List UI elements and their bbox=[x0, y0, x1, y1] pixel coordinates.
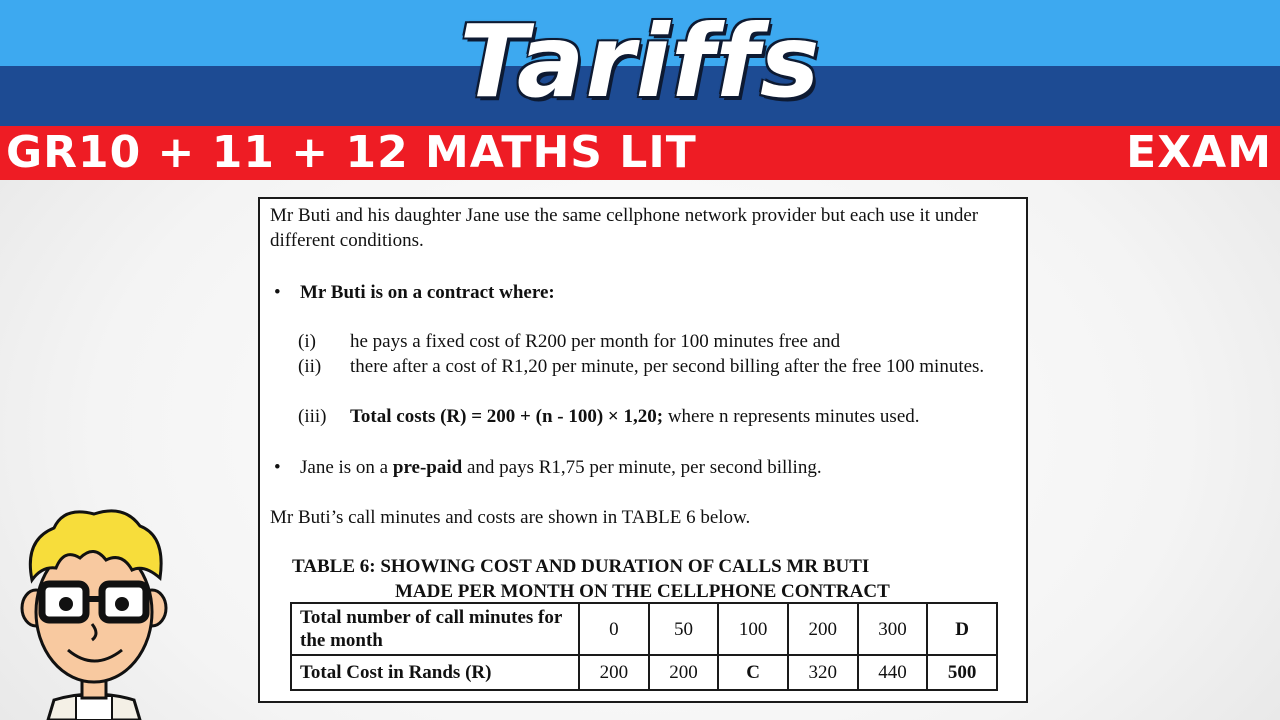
table-cell: 0 bbox=[579, 603, 649, 655]
table-6 bbox=[290, 602, 998, 691]
table-cell: 200 bbox=[788, 603, 858, 655]
table-cell-unknown-c: C bbox=[718, 655, 788, 690]
bullet-mr-buti-text: Mr Buti is on a contract where: bbox=[300, 282, 555, 303]
table-cell: 300 bbox=[858, 603, 928, 655]
item-text bbox=[350, 404, 1010, 429]
table-cell: 100 bbox=[718, 603, 788, 655]
bullet-jane-text bbox=[300, 455, 822, 480]
item-number: (i) bbox=[298, 331, 316, 352]
formula-explanation: where n represents minutes used. bbox=[663, 406, 920, 427]
table-row-label: Total Cost in Rands (R) bbox=[291, 655, 579, 690]
grade-label: GR10 + 11 + 12 MATHS LIT bbox=[6, 127, 697, 178]
table-cell: 500 bbox=[927, 655, 997, 690]
item-number: (ii) bbox=[298, 356, 322, 377]
jane-text-bold: pre-paid bbox=[392, 457, 463, 478]
table-cell: 320 bbox=[788, 655, 858, 690]
bullet-icon: • bbox=[274, 282, 281, 303]
table-cell: 50 bbox=[649, 603, 719, 655]
jane-text-pre: Jane is on a bbox=[300, 457, 393, 478]
table-cell-unknown-d: D bbox=[927, 603, 997, 655]
item-text: he pays a fixed cost of R200 per month for 100 minutes free and bbox=[350, 331, 841, 352]
exam-label: EXAM bbox=[1126, 127, 1272, 178]
table-caption-line2: MADE PER MONTH ON THE CELLPHONE CONTRACT bbox=[395, 581, 890, 602]
table-cell: 200 bbox=[579, 655, 649, 690]
item-text: there after a cost of R1,20 per minute, per second billing after the free 100 minutes. bbox=[350, 356, 985, 377]
total-cost-formula: Total costs (R) = 200 + (n - 100) × 1,20; bbox=[350, 406, 664, 427]
item-number: (iii) bbox=[298, 406, 327, 427]
jane-text-post: and pays R1,75 per minute, per second billing. bbox=[462, 457, 822, 478]
table-caption bbox=[292, 554, 972, 604]
bullet-icon: • bbox=[274, 457, 281, 478]
closing-paragraph: Mr Buti’s call minutes and costs are shown in TABLE 6 below. bbox=[270, 507, 751, 528]
table-row bbox=[291, 603, 997, 655]
page-title: Tariffs bbox=[459, 3, 821, 120]
cartoon-mascot-illustration bbox=[14, 500, 174, 720]
table-row bbox=[291, 655, 997, 690]
table-caption-line1: TABLE 6: SHOWING COST AND DURATION OF CALLS MR BUTI bbox=[292, 556, 870, 577]
exam-question-document bbox=[258, 197, 1028, 703]
table-row-label: Total number of call minutes for the month bbox=[291, 603, 579, 655]
table-cell: 440 bbox=[858, 655, 928, 690]
table-cell: 200 bbox=[649, 655, 719, 690]
intro-paragraph: Mr Buti and his daughter Jane use the same cellphone network provider but each use it under different conditions. bbox=[270, 205, 979, 251]
